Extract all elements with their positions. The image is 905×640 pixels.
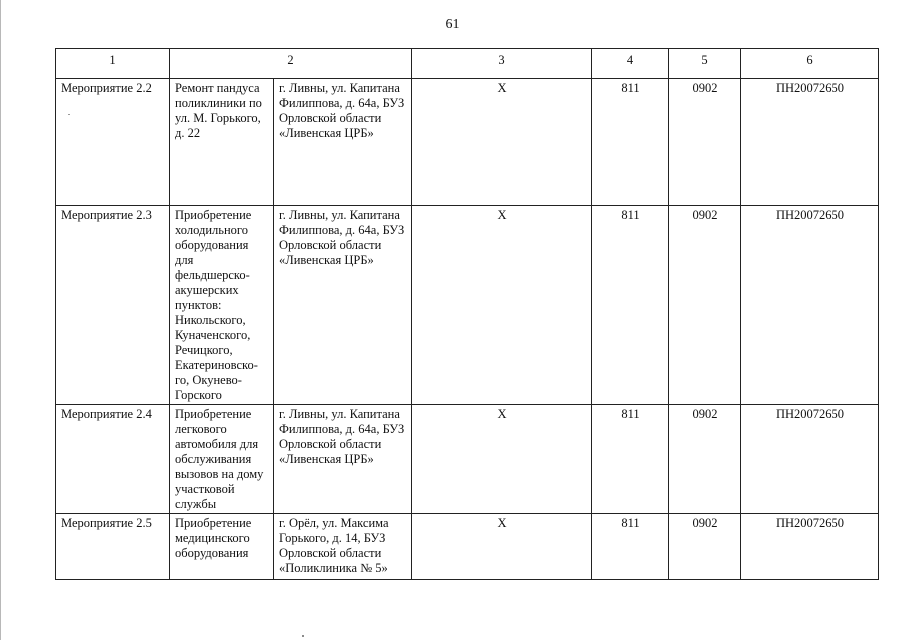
- table-row: [56, 206, 879, 405]
- row-col3: Х: [412, 206, 592, 405]
- row-col3: Х: [412, 514, 592, 580]
- row-col3: Х: [412, 405, 592, 514]
- header-cell-1: 1: [56, 49, 170, 79]
- row-col4: 811: [592, 405, 669, 514]
- row-description: Приобретение холодильного оборудования для фельдшерско-акушерских пунктов: Никольского, Куначенского, Речицкого, Екатериновско-го, Окунево-Горского: [170, 206, 274, 405]
- header-cell-6: 6: [741, 49, 879, 79]
- row-address: г. Ливны, ул. Капитана Филиппова, д. 64а, БУЗ Орловской области «Ливенская ЦРБ»: [274, 206, 412, 405]
- row-address: г. Ливны, ул. Капитана Филиппова, д. 64а, БУЗ Орловской области «Ливенская ЦРБ»: [274, 405, 412, 514]
- row-col6: ПН20072650: [741, 206, 879, 405]
- row-col5: 0902: [669, 79, 741, 206]
- scan-speck: [68, 114, 70, 115]
- header-cell-2: 2: [170, 49, 412, 79]
- row-col4: 811: [592, 514, 669, 580]
- row-name: Мероприятие 2.2: [56, 79, 170, 206]
- row-name: Мероприятие 2.4: [56, 405, 170, 514]
- row-col6: ПН20072650: [741, 79, 879, 206]
- row-col4: 811: [592, 206, 669, 405]
- row-col5: 0902: [669, 206, 741, 405]
- header-cell-3: 3: [412, 49, 592, 79]
- row-col6: ПН20072650: [741, 514, 879, 580]
- table-row: [56, 79, 879, 206]
- table-header-row: [56, 49, 879, 79]
- header-cell-5: 5: [669, 49, 741, 79]
- row-address: г. Орёл, ул. Максима Горького, д. 14, БУЗ Орловской области «Поликлиника № 5»: [274, 514, 412, 580]
- row-address: г. Ливны, ул. Капитана Филиппова, д. 64а, БУЗ Орловской области «Ливенская ЦРБ»: [274, 79, 412, 206]
- row-col4: 811: [592, 79, 669, 206]
- row-col5: 0902: [669, 514, 741, 580]
- table-row: [56, 405, 879, 514]
- page-left-edge: [0, 0, 1, 640]
- row-col6: ПН20072650: [741, 405, 879, 514]
- page-number: 61: [445, 17, 460, 32]
- row-description: Приобретение медицинского оборудования: [170, 514, 274, 580]
- row-col3: Х: [412, 79, 592, 206]
- budget-table: [55, 48, 879, 580]
- row-description: Приобретение легкового автомобиля для обслуживания вызовов на дому участковой службы: [170, 405, 274, 514]
- scan-speck: [302, 635, 304, 637]
- row-description: Ремонт пандуса поликлиники по ул. М. Горького, д. 22: [170, 79, 274, 206]
- row-name: Мероприятие 2.3: [56, 206, 170, 405]
- row-name: Мероприятие 2.5: [56, 514, 170, 580]
- table-row: [56, 514, 879, 580]
- header-cell-4: 4: [592, 49, 669, 79]
- row-col5: 0902: [669, 405, 741, 514]
